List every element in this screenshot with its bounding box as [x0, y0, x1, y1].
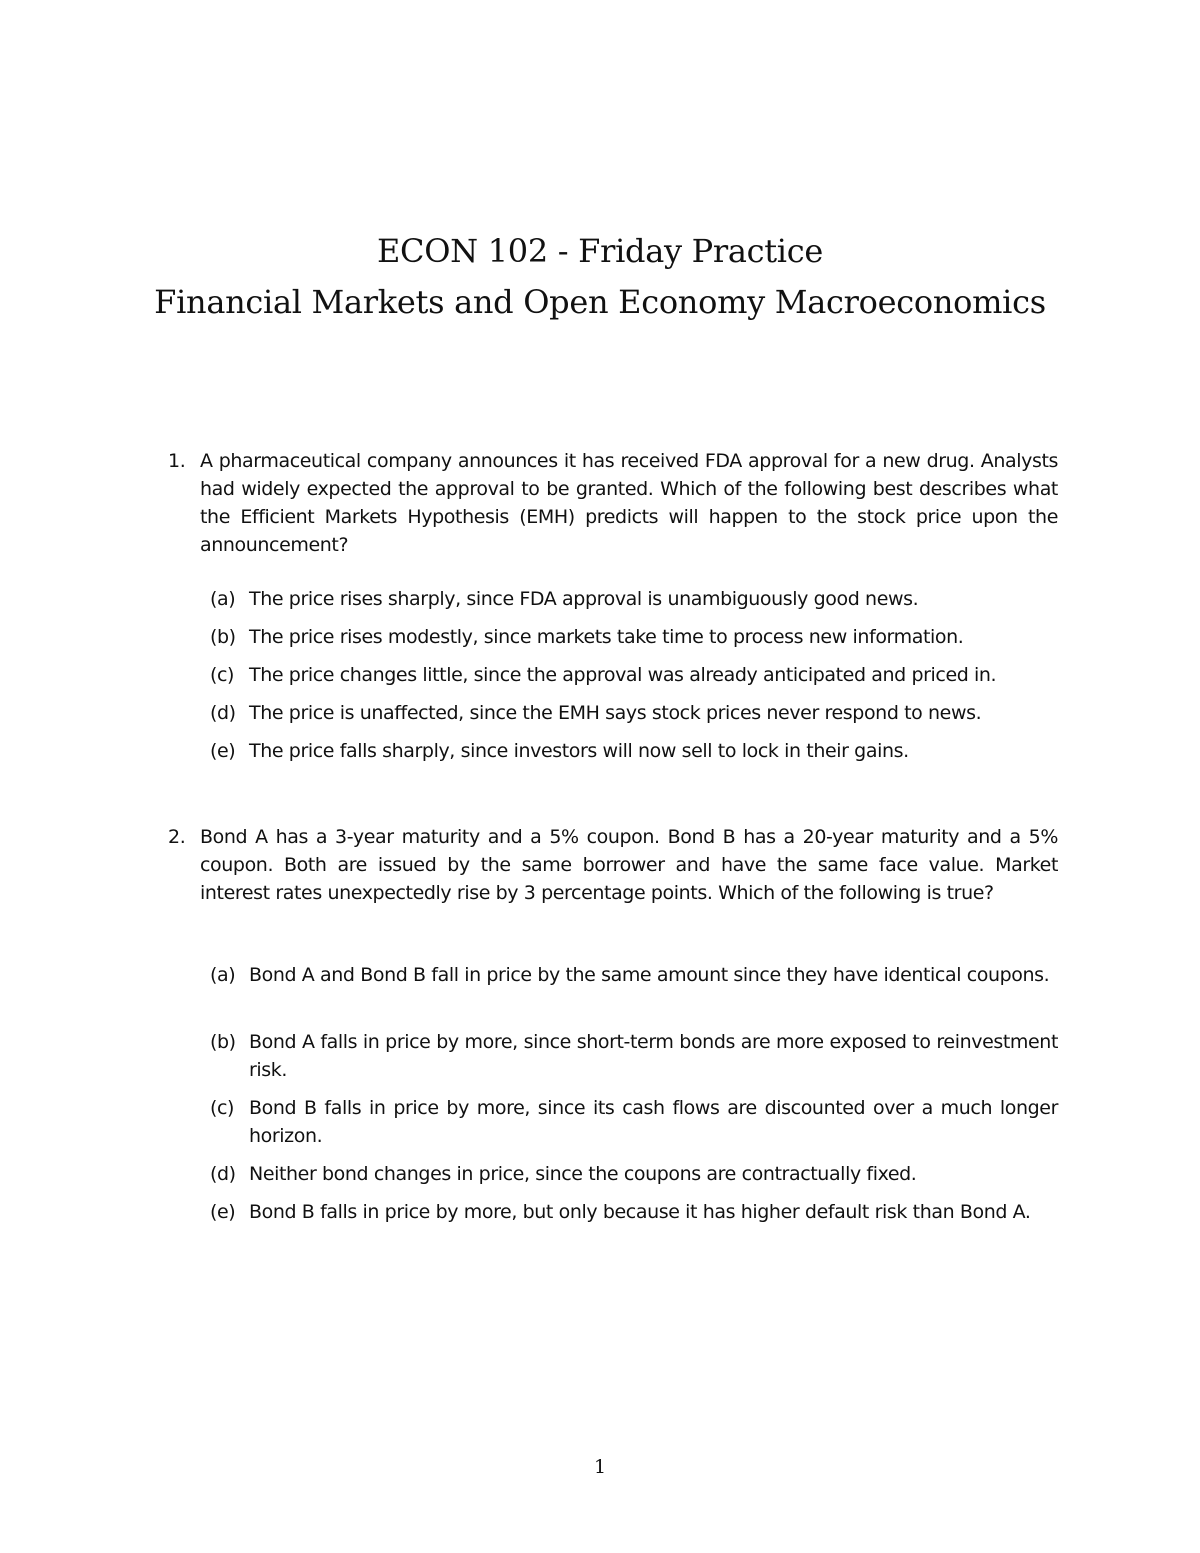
question-stem: Bond A has a 3-year maturity and a 5% coupon. Bond B has a 20-year maturity and a 5% coupon. Both are issued by the same borrower and have the same face value. Market interest rates unexpectedly rise by 3 percentage points. Which of the following is true? — [200, 826, 1058, 904]
option-text: Bond B falls in price by more, since its cash flows are discounted over a much longer horizon. — [249, 1097, 1058, 1147]
option-text: Neither bond changes in price, since the coupons are contractually fixed. — [249, 1163, 917, 1185]
question-number: 2. — [168, 826, 186, 848]
option-label: (c) — [210, 664, 235, 686]
title-block — [0, 226, 1200, 328]
option-text: The price falls sharply, since investors will now sell to lock in their gains. — [249, 740, 909, 762]
question-number: 1. — [168, 450, 186, 472]
option-text: The price is unaffected, since the EMH says stock prices never respond to news. — [249, 702, 982, 724]
option-label: (b) — [210, 1031, 236, 1053]
option-text: Bond A and Bond B fall in price by the same amount since they have identical coupons. — [249, 964, 1050, 986]
option-text: The price rises modestly, since markets take time to process new information. — [249, 626, 964, 648]
option-text: The price rises sharply, since FDA approval is unambiguously good news. — [249, 588, 919, 610]
option-label: (c) — [210, 1097, 235, 1119]
option-text: The price changes little, since the approval was already anticipated and priced in. — [249, 664, 997, 686]
option-label: (e) — [210, 1201, 236, 1223]
page-title: ECON 102 - Friday Practice — [376, 232, 823, 270]
option-label: (d) — [210, 702, 236, 724]
option-text: Bond A falls in price by more, since short-term bonds are more exposed to reinvestment risk. — [249, 1031, 1058, 1081]
option-label: (d) — [210, 1163, 236, 1185]
option-label: (a) — [210, 964, 236, 986]
option-text: Bond B falls in price by more, but only because it has higher default risk than Bond A. — [249, 1201, 1031, 1223]
question-stem: A pharmaceutical company announces it has received FDA approval for a new drug. Analysts had widely expected the approval to be granted. Which of the following best describes what the Efficient Markets Hypothesis (EMH) predicts will happen to the stock price upon the announcement? — [200, 450, 1058, 556]
option-label: (b) — [210, 626, 236, 648]
option-label: (a) — [210, 588, 236, 610]
option-label: (e) — [210, 740, 236, 762]
page-subtitle: Financial Markets and Open Economy Macroeconomics — [154, 283, 1046, 321]
page-number: 1 — [593, 1456, 607, 1478]
